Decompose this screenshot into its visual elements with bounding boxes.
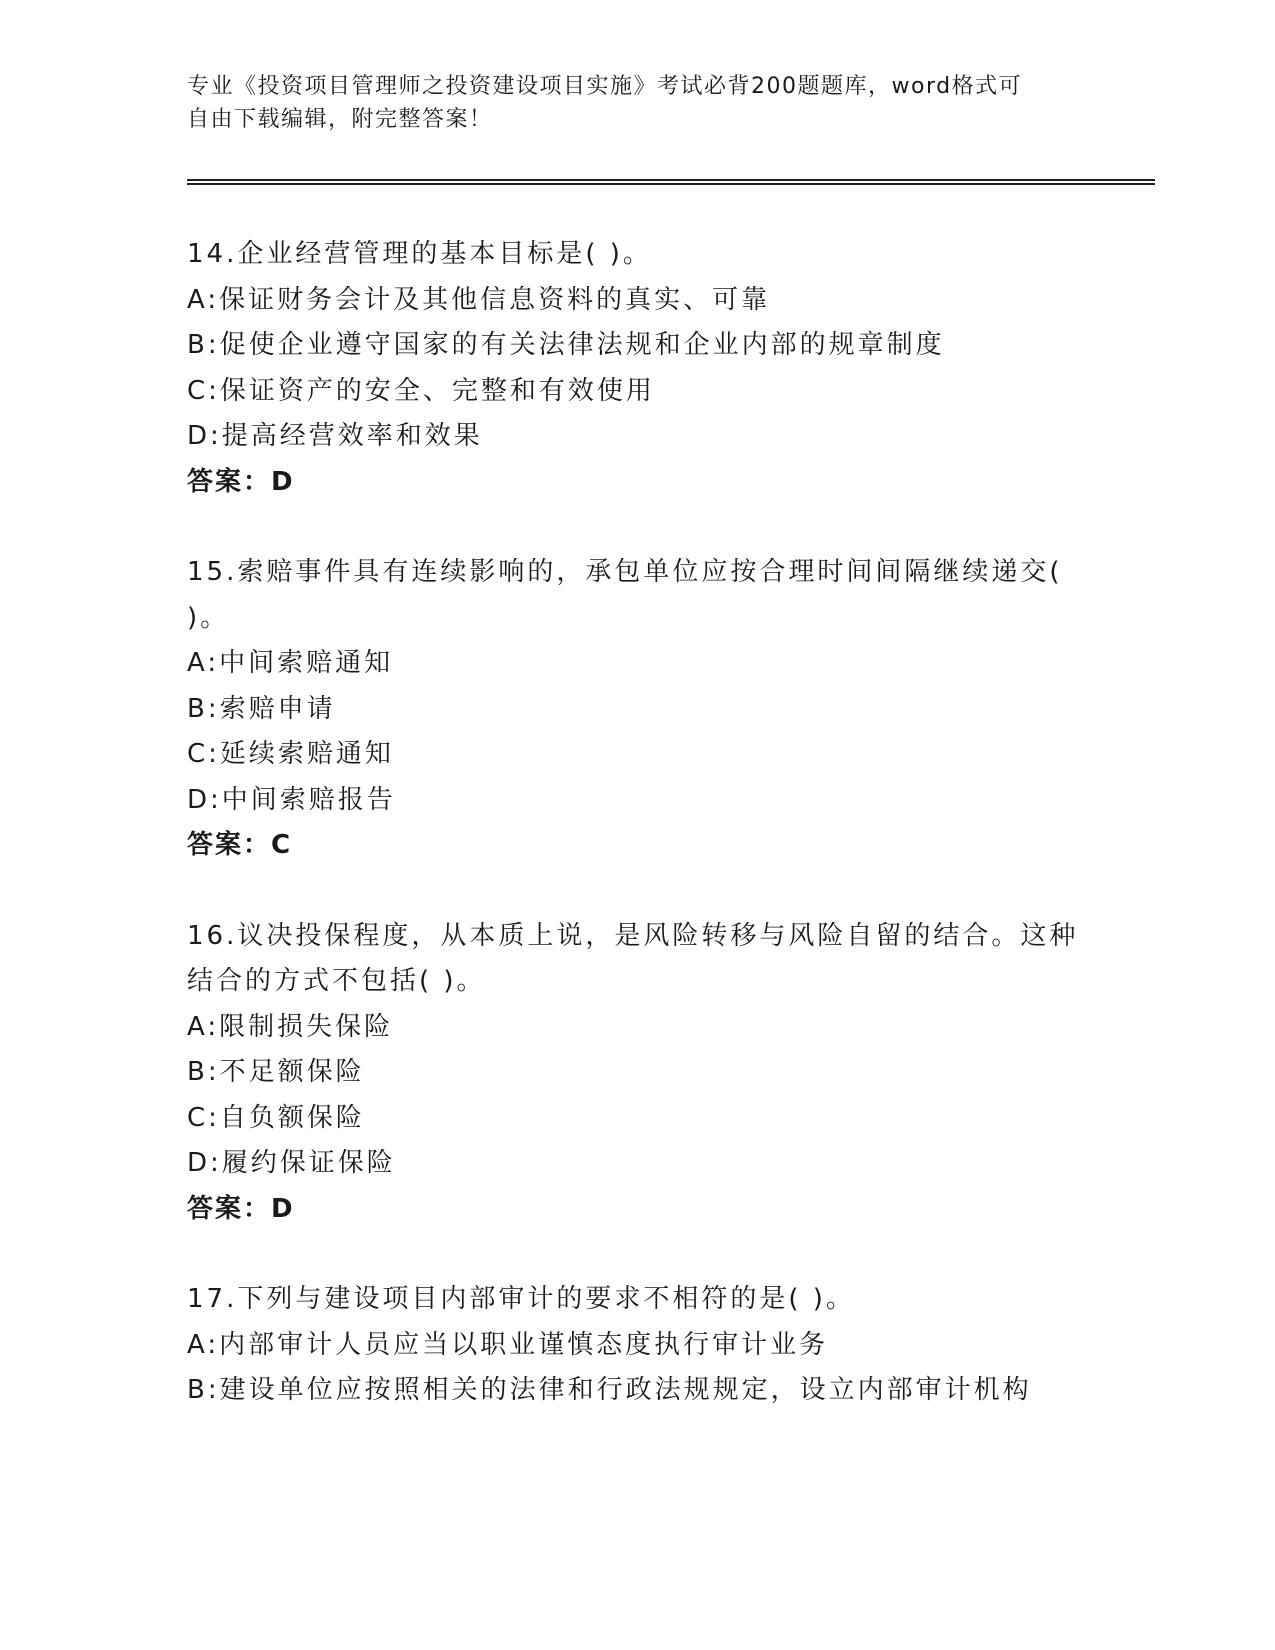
question-14 — [187, 232, 1087, 505]
question-17 — [187, 1277, 1087, 1414]
question-15 — [187, 550, 1087, 869]
question-list — [187, 232, 1087, 1459]
option-b: B:不足额保险 — [187, 1057, 365, 1087]
answer: 答案：D — [187, 466, 295, 497]
option-d: D:提高经营效率和效果 — [187, 421, 483, 451]
question-stem: 17.下列与建设项目内部审计的要求不相符的是( )。 — [187, 1284, 855, 1314]
option-b: B:促使企业遵守国家的有关法律法规和企业内部的规章制度 — [187, 330, 945, 360]
option-d: D:履约保证保险 — [187, 1148, 396, 1178]
question-16 — [187, 914, 1087, 1233]
option-a: A:内部审计人员应当以职业谨慎态度执行审计业务 — [187, 1329, 829, 1360]
answer: 答案：D — [187, 1193, 295, 1224]
document-header — [187, 70, 1067, 136]
header-line-1: 专业《投资项目管理师之投资建设项目实施》考试必背200题题库，word格式可 — [187, 74, 1023, 99]
header-line-2: 自由下载编辑，附完整答案！ — [187, 107, 493, 132]
question-stem-line-1: 15.索赔事件具有连续影响的，承包单位应按合理时间间隔继续递交( — [187, 557, 1063, 587]
question-stem-line-2: )。 — [187, 602, 230, 633]
option-a: A:保证财务会计及其他信息资料的真实、可靠 — [187, 284, 771, 315]
question-stem: 14.企业经营管理的基本目标是( )。 — [187, 239, 652, 269]
option-a: A:限制损失保险 — [187, 1011, 394, 1042]
option-c: C:延续索赔通知 — [187, 739, 394, 769]
option-c: C:保证资产的安全、完整和有效使用 — [187, 375, 655, 406]
option-c: C:自负额保险 — [187, 1102, 365, 1133]
question-stem-line-2: 结合的方式不包括( )。 — [187, 966, 486, 996]
question-stem-line-1: 16.议决投保程度，从本质上说，是风险转移与风险自留的结合。这种 — [187, 920, 1079, 951]
option-b: B:索赔申请 — [187, 693, 336, 724]
option-d: D:中间索赔报告 — [187, 784, 396, 815]
option-a: A:中间索赔通知 — [187, 648, 394, 678]
option-b: B:建设单位应按照相关的法律和行政法规规定，设立内部审计机构 — [187, 1375, 1032, 1405]
header-divider — [187, 179, 1155, 185]
answer: 答案：C — [187, 830, 293, 860]
